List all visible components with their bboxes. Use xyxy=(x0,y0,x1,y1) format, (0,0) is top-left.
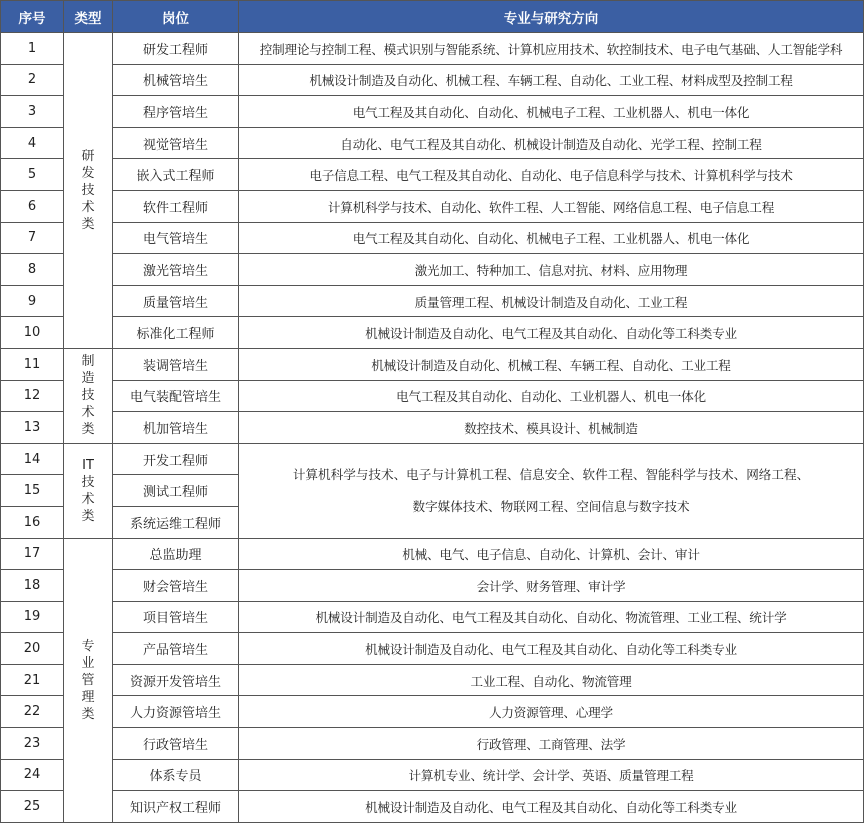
row-position: 嵌入式工程师 xyxy=(113,159,239,191)
row-no: 11 xyxy=(1,348,64,380)
row-position: 机械管培生 xyxy=(113,64,239,96)
row-major: 会计学、财务管理、审计学 xyxy=(239,570,864,602)
row-position: 研发工程师 xyxy=(113,33,239,65)
row-major: 行政管理、工商管理、法学 xyxy=(239,728,864,760)
row-major: 机械设计制造及自动化、机械工程、车辆工程、自动化、工业工程、材料成型及控制工程 xyxy=(239,64,864,96)
row-major: 机械设计制造及自动化、电气工程及其自动化、自动化、物流管理、工业工程、统计学 xyxy=(239,601,864,633)
row-no: 9 xyxy=(1,285,64,317)
row-position: 产品管培生 xyxy=(113,633,239,665)
category-manufacturing: 制造技术类 xyxy=(64,348,113,443)
row-no: 6 xyxy=(1,190,64,222)
row-no: 19 xyxy=(1,601,64,633)
table-header-row xyxy=(1,1,864,33)
row-major: 质量管理工程、机械设计制造及自动化、工业工程 xyxy=(239,285,864,317)
row-position: 总监助理 xyxy=(113,538,239,570)
row-no: 23 xyxy=(1,728,64,760)
header-category: 类型 xyxy=(64,1,113,33)
table-row xyxy=(1,348,864,380)
row-major: 电子信息工程、电气工程及其自动化、自动化、电子信息科学与技术、计算机科学与技术 xyxy=(239,159,864,191)
row-major: 自动化、电气工程及其自动化、机械设计制造及自动化、光学工程、控制工程 xyxy=(239,127,864,159)
table-row xyxy=(1,443,864,475)
row-position: 知识产权工程师 xyxy=(113,791,239,823)
row-major: 激光加工、特种加工、信息对抗、材料、应用物理 xyxy=(239,254,864,286)
header-major: 专业与研究方向 xyxy=(239,1,864,33)
row-major: 机械设计制造及自动化、电气工程及其自动化、自动化等工科类专业 xyxy=(239,633,864,665)
it-major-line2: 数字媒体技术、物联网工程、空间信息与数字技术 xyxy=(412,498,690,514)
row-no: 22 xyxy=(1,696,64,728)
header-no: 序号 xyxy=(1,1,64,33)
table-row xyxy=(1,317,864,349)
table-row xyxy=(1,538,864,570)
row-major: 机械设计制造及自动化、机械工程、车辆工程、自动化、工业工程 xyxy=(239,348,864,380)
row-position: 标准化工程师 xyxy=(113,317,239,349)
category-rd: 研发技术类 xyxy=(64,33,113,349)
row-no: 16 xyxy=(1,506,64,538)
table-row xyxy=(1,64,864,96)
row-major: 机械设计制造及自动化、电气工程及其自动化、自动化等工科类专业 xyxy=(239,791,864,823)
table-row xyxy=(1,791,864,823)
row-no: 24 xyxy=(1,759,64,791)
row-position: 激光管培生 xyxy=(113,254,239,286)
row-no: 4 xyxy=(1,127,64,159)
row-no: 14 xyxy=(1,443,64,475)
row-no: 12 xyxy=(1,380,64,412)
row-position: 电气管培生 xyxy=(113,222,239,254)
table-row xyxy=(1,570,864,602)
row-major: 工业工程、自动化、物流管理 xyxy=(239,664,864,696)
table-row xyxy=(1,380,864,412)
row-no: 8 xyxy=(1,254,64,286)
row-no: 15 xyxy=(1,475,64,507)
row-position: 质量管培生 xyxy=(113,285,239,317)
row-position: 视觉管培生 xyxy=(113,127,239,159)
table-row xyxy=(1,759,864,791)
category-it: IT技术类 xyxy=(64,443,113,538)
row-position: 行政管培生 xyxy=(113,728,239,760)
row-position: 软件工程师 xyxy=(113,190,239,222)
row-no: 13 xyxy=(1,412,64,444)
table-row xyxy=(1,222,864,254)
row-position: 财会管培生 xyxy=(113,570,239,602)
row-major: 电气工程及其自动化、自动化、工业机器人、机电一体化 xyxy=(239,380,864,412)
row-major: 计算机专业、统计学、会计学、英语、质量管理工程 xyxy=(239,759,864,791)
table-row xyxy=(1,728,864,760)
header-position: 岗位 xyxy=(113,1,239,33)
row-no: 7 xyxy=(1,222,64,254)
table-row xyxy=(1,412,864,444)
row-no: 17 xyxy=(1,538,64,570)
table-row xyxy=(1,159,864,191)
table-row xyxy=(1,633,864,665)
row-major: 控制理论与控制工程、模式识别与智能系统、计算机应用技术、软控制技术、电子电气基础、人工智能学科 xyxy=(239,33,864,65)
table-row xyxy=(1,601,864,633)
row-position: 体系专员 xyxy=(113,759,239,791)
row-position: 系统运维工程师 xyxy=(113,506,239,538)
row-no: 3 xyxy=(1,96,64,128)
row-major: 人力资源管理、心理学 xyxy=(239,696,864,728)
row-no: 18 xyxy=(1,570,64,602)
table-row xyxy=(1,96,864,128)
row-position: 项目管培生 xyxy=(113,601,239,633)
row-no: 21 xyxy=(1,664,64,696)
row-major: 计算机科学与技术、自动化、软件工程、人工智能、网络信息工程、电子信息工程 xyxy=(239,190,864,222)
row-no: 20 xyxy=(1,633,64,665)
table-row xyxy=(1,664,864,696)
table-row xyxy=(1,254,864,286)
row-no: 5 xyxy=(1,159,64,191)
row-no: 1 xyxy=(1,33,64,65)
row-major: 电气工程及其自动化、自动化、机械电子工程、工业机器人、机电一体化 xyxy=(239,222,864,254)
row-major: 电气工程及其自动化、自动化、机械电子工程、工业机器人、机电一体化 xyxy=(239,96,864,128)
table-row xyxy=(1,127,864,159)
category-management: 专业管理类 xyxy=(64,538,113,822)
row-no: 10 xyxy=(1,317,64,349)
row-no: 2 xyxy=(1,64,64,96)
row-position: 电气装配管培生 xyxy=(113,380,239,412)
row-position: 开发工程师 xyxy=(113,443,239,475)
table-row xyxy=(1,33,864,65)
row-position: 程序管培生 xyxy=(113,96,239,128)
table-row xyxy=(1,190,864,222)
table-row xyxy=(1,696,864,728)
it-major-line1: 计算机科学与技术、电子与计算机工程、信息安全、软件工程、智能科学与技术、网络工程、 xyxy=(292,466,810,482)
row-position: 装调管培生 xyxy=(113,348,239,380)
row-major: 机械设计制造及自动化、电气工程及其自动化、自动化等工科类专业 xyxy=(239,317,864,349)
row-position: 机加管培生 xyxy=(113,412,239,444)
row-major: 机械、电气、电子信息、自动化、计算机、会计、审计 xyxy=(239,538,864,570)
row-position: 测试工程师 xyxy=(113,475,239,507)
row-position: 资源开发管培生 xyxy=(113,664,239,696)
row-major: 数控技术、模具设计、机械制造 xyxy=(239,412,864,444)
row-position: 人力资源管培生 xyxy=(113,696,239,728)
it-major-cell xyxy=(239,443,864,538)
table-row xyxy=(1,285,864,317)
row-no: 25 xyxy=(1,791,64,823)
